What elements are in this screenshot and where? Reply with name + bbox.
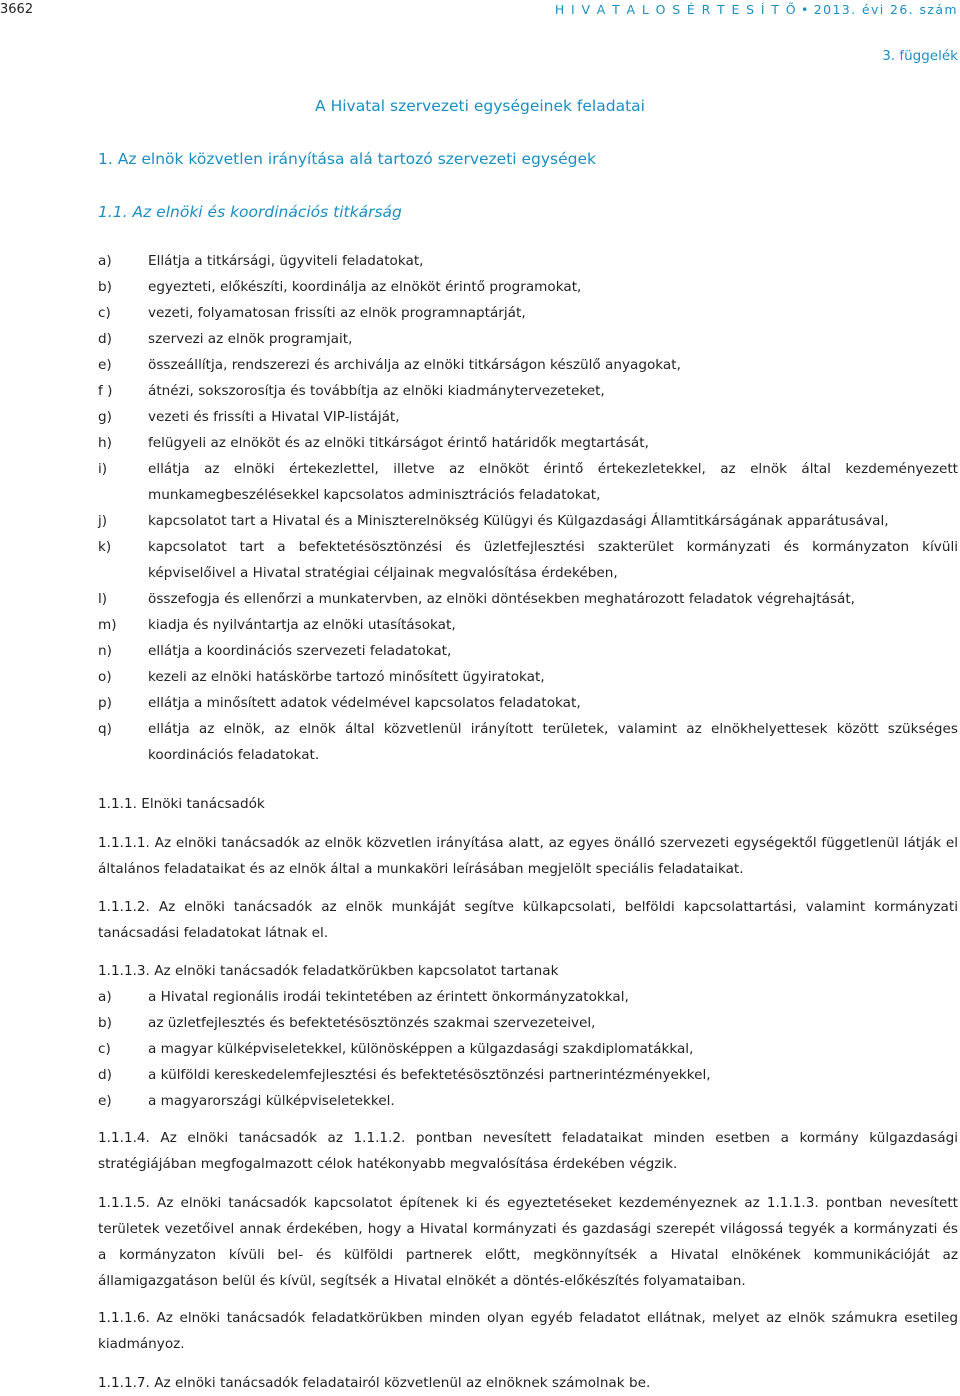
- page-number: 3662: [0, 2, 34, 17]
- list-item-text: átnézi, sokszorosítja és továbbítja az elnöki kiadmánytervezeteket,: [148, 383, 605, 399]
- list-marker: j): [98, 513, 108, 529]
- list-item-text: egyezteti, előkészíti, koordinálja az elnököt érintő programokat,: [148, 279, 582, 295]
- paragraph-1-1-1-5: 1.1.1.5. Az elnöki tanácsadók kapcsolatot építenek ki és egyeztetéseket kezdeményeznek az 1.1.1.3. pontban nevesített területek vezetőivel annak érdekében, hogy a Hivatal kormányzati és gazdasági szerepét világossá tegyék a kormányzati és a kormányzaton kívüli bel- és külföldi partnerek előtt, megkönnyítsék a Hivatal elnökének kommunikációját az államigazgatáson belül és kívül, segítsék a Hivatal elnökét a döntés-előkészítés folyamataiban.: [98, 1195, 958, 1289]
- list-item: [98, 1088, 958, 1114]
- list-item: [98, 984, 958, 1010]
- list-marker: h): [98, 435, 112, 451]
- list-marker: a): [98, 253, 112, 269]
- journal-name: H I V A T A L O S É R T E S Í T Ő: [554, 2, 797, 17]
- list-marker: o): [98, 669, 112, 685]
- list-item: [98, 690, 958, 716]
- list-item-text: az üzletfejlesztés és befektetésösztönzés szakmai szervezeteivel,: [148, 1015, 596, 1031]
- list-item-text: a magyar külképviseletekkel, különösképpen a külgazdasági szakdiplomatákkal,: [148, 1041, 694, 1057]
- list-item-text: ellátja az elnöki értekezlettel, illetve az elnököt érintő értekezletekkel, az elnök által kezdeményezett munkamegbeszélésekkel kapcsolatos adminisztrációs feladatokat,: [148, 461, 958, 503]
- contact-list: [98, 984, 958, 1114]
- list-marker: k): [98, 539, 112, 555]
- paragraph-1-1-1-4: 1.1.1.4. Az elnöki tanácsadók az 1.1.1.2. pontban nevesített feladataikat minden esetben a kormány külgazdasági stratégiájában megfogalmazott célok hatékonyabb megvalósítása érdekében végzik.: [98, 1130, 958, 1172]
- list-item: [98, 534, 958, 586]
- list-item-text: kapcsolatot tart a befektetésösztönzési és üzletfejlesztési szakterület kormányzati és kormányzaton kívüli képviselőivel a Hivatal stratégiai céljainak megvalósítása érdekében,: [148, 539, 958, 581]
- list-item: [98, 638, 958, 664]
- list-item: [98, 378, 958, 404]
- list-marker: n): [98, 643, 112, 659]
- list-item-text: ellátja az elnök, az elnök által közvetlenül irányított területek, valamint az elnökhelyettesek között szükséges koordinációs feladatokat.: [148, 721, 958, 763]
- list-marker: e): [98, 1093, 112, 1109]
- list-marker: a): [98, 989, 112, 1005]
- paragraph-1-1-1-1: 1.1.1.1. Az elnöki tanácsadók az elnök közvetlen irányítása alatt, az egyes önálló szervezeti egységektől függetlenül látják el általános feladataikat és az elnök által a munkaköri leírásában megjelölt speciális feladataikat.: [98, 835, 958, 877]
- list-item-text: a külföldi kereskedelemfejlesztési és befektetésösztönzési partnerintézményekkel,: [148, 1067, 711, 1083]
- list-item: [98, 430, 958, 456]
- list-marker: l): [98, 591, 108, 607]
- list-item-text: kezeli az elnöki hatáskörbe tartozó minősített ügyiratokat,: [148, 669, 545, 685]
- list-marker: c): [98, 305, 111, 321]
- list-item-text: kapcsolatot tart a Hivatal és a Miniszterelnökség Külügyi és Külgazdasági Államtitkárságának apparátusával,: [148, 513, 889, 529]
- section-heading-1-1: 1.1. Az elnöki és koordinációs titkárság: [98, 203, 402, 221]
- section-heading-1: 1. Az elnök közvetlen irányítása alá tartozó szervezeti egységek: [98, 150, 597, 168]
- list-item-text: szervezi az elnök programjait,: [148, 331, 353, 347]
- paragraph-1-1-1-3: 1.1.1.3. Az elnöki tanácsadók feladatkörükben kapcsolatot tartanak: [98, 963, 559, 979]
- list-item-text: a Hivatal regionális irodái tekintetében az érintett önkormányzatokkal,: [148, 989, 629, 1005]
- list-item: [98, 1062, 958, 1088]
- list-item: [98, 352, 958, 378]
- list-item: [98, 664, 958, 690]
- list-item: [98, 274, 958, 300]
- list-item: [98, 300, 958, 326]
- list-item-text: összeállítja, rendszerezi és archiválja az elnöki titkárságon készülő anyagokat,: [148, 357, 681, 373]
- list-marker: i): [98, 461, 108, 477]
- list-item-text: vezeti, folyamatosan frissíti az elnök programnaptárját,: [148, 305, 526, 321]
- list-item-text: a magyarországi külképviseletekkel.: [148, 1093, 395, 1109]
- list-marker: d): [98, 331, 112, 347]
- paragraph-1-1-1-7: 1.1.1.7. Az elnöki tanácsadók feladatairól közvetlenül az elnöknek számolnak be.: [98, 1375, 651, 1391]
- list-item: [98, 508, 958, 534]
- section-heading-1-1-1: 1.1.1. Elnöki tanácsadók: [98, 796, 265, 812]
- appendix-label: 3. függelék: [882, 48, 958, 64]
- list-marker: g): [98, 409, 112, 425]
- list-item-text: kiadja és nyilvántartja az elnöki utasításokat,: [148, 617, 456, 633]
- list-marker: b): [98, 1015, 112, 1031]
- list-item: [98, 326, 958, 352]
- list-item: [98, 716, 958, 768]
- list-item: [98, 1010, 958, 1036]
- list-item: [98, 248, 958, 274]
- list-marker: p): [98, 695, 112, 711]
- list-item-text: felügyeli az elnököt és az elnöki titkárságot érintő határidők megtartását,: [148, 435, 649, 451]
- paragraph-1-1-1-6: 1.1.1.6. Az elnöki tanácsadók feladatkörükben minden olyan egyéb feladatot ellátnak, melyet az elnök számukra esetileg kiadmányoz.: [98, 1310, 958, 1352]
- list-marker: b): [98, 279, 112, 295]
- page-header: [0, 0, 960, 20]
- list-item-text: vezeti és frissíti a Hivatal VIP-listáját,: [148, 409, 400, 425]
- document-title: A Hivatal szervezeti egységeinek feladatai: [315, 97, 645, 115]
- list-item: [98, 586, 958, 612]
- task-list: [98, 248, 958, 768]
- list-marker: m): [98, 617, 117, 633]
- journal-issue: 2013. évi 26. szám: [813, 2, 958, 17]
- list-marker: c): [98, 1041, 111, 1057]
- list-item: [98, 404, 958, 430]
- list-item: [98, 1036, 958, 1062]
- paragraph-1-1-1-2: 1.1.1.2. Az elnöki tanácsadók az elnök munkáját segítve külkapcsolati, belföldi kapcsolattartási, valamint kormányzati tanácsadási feladatokat látnak el.: [98, 899, 958, 941]
- journal-title: [555, 0, 958, 23]
- list-item-text: összefogja és ellenőrzi a munkatervben, az elnöki döntésekben meghatározott feladatok végrehajtását,: [148, 591, 856, 607]
- list-marker: e): [98, 357, 112, 373]
- list-item-text: ellátja a koordinációs szervezeti feladatokat,: [148, 643, 452, 659]
- list-item: [98, 456, 958, 508]
- list-marker: f ): [98, 383, 113, 399]
- list-item-text: Ellátja a titkársági, ügyviteli feladatokat,: [148, 253, 424, 269]
- list-marker: d): [98, 1067, 112, 1083]
- list-item: [98, 612, 958, 638]
- list-marker: q): [98, 721, 112, 737]
- list-item-text: ellátja a minősített adatok védelmével kapcsolatos feladatokat,: [148, 695, 581, 711]
- separator-dot: •: [800, 2, 810, 17]
